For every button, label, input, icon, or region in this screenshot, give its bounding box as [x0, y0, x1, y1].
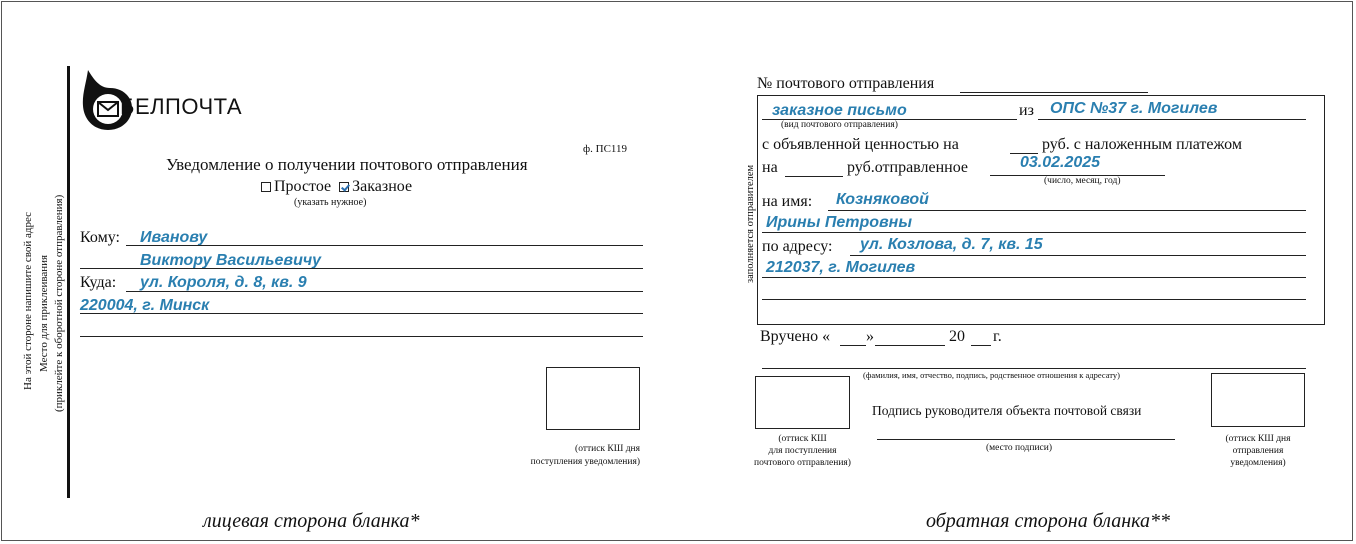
where-rule-2 — [80, 313, 643, 314]
to-rule-1 — [126, 245, 643, 246]
address-label: по адресу: — [762, 238, 833, 255]
name-line-2: Ирины Петровны — [766, 214, 912, 231]
name-label: на имя: — [762, 193, 813, 210]
address-rule-2 — [762, 277, 1306, 278]
address-rule-3 — [762, 299, 1306, 300]
front-side-note-1: На этой стороне напишите свой адрес — [22, 211, 34, 390]
form-code: ф. ПС119 — [583, 143, 627, 155]
cod-na-label: на — [762, 159, 778, 176]
recipient-signature-rule — [762, 368, 1306, 369]
front-side-note-3: (приклейте к оборотной стороне отправления) — [53, 194, 65, 412]
where-line-1: ул. Короля, д. 8, кв. 9 — [140, 274, 307, 291]
front-fold-bar — [67, 66, 70, 498]
simple-label: Простое — [274, 178, 332, 195]
where-label: Куда: — [80, 274, 117, 291]
recipient-hint: (фамилия, имя, отчество, подпись, родственное отношения к адресату) — [863, 370, 1120, 380]
back-stamp-right-caption-1: (оттиск КШ дня — [1225, 434, 1291, 444]
from-rule — [1038, 119, 1306, 120]
address-line-1: ул. Козлова, д. 7, кв. 15 — [860, 236, 1043, 253]
from-value: ОПС №37 г. Могилев — [1050, 100, 1218, 117]
signature-label: Подпись руководителя объекта почтовой связи — [872, 403, 1142, 418]
sent-date: 03.02.2025 — [1020, 154, 1101, 171]
item-type-value: заказное письмо — [772, 102, 907, 119]
cod-amount-rule — [785, 176, 843, 177]
back-stamp-right-caption-3: уведомления) — [1230, 458, 1286, 468]
notice-title: Уведомление о получении почтового отправления — [166, 155, 528, 174]
belpochta-logo — [80, 68, 270, 134]
front-stamp-caption-1: (оттиск КШ дня — [575, 444, 640, 454]
front-caption: лицевая сторона бланка* — [203, 510, 420, 532]
name-line-1: Козняковой — [836, 191, 929, 208]
notice-type-options — [261, 178, 412, 196]
declared-value-text: с объявленной ценностью на — [762, 136, 959, 153]
where-line-2: 220004, г. Минск — [80, 297, 210, 314]
sender-side-note: заполняется отправителем — [745, 164, 756, 283]
where-rule-1 — [126, 291, 643, 292]
cod-text: руб. с наложенным платежом — [1042, 136, 1242, 153]
front-stamp-box — [546, 367, 640, 430]
name-rule-2 — [762, 232, 1306, 233]
delivered-day-rule — [840, 345, 866, 346]
delivered-year-prefix: 20 — [949, 328, 965, 345]
signature-rule — [877, 439, 1175, 440]
delivered-year-suffix: г. — [993, 328, 1002, 345]
option-hint: (указать нужное) — [294, 197, 367, 208]
front-stamp-caption-2: поступления уведомления) — [530, 457, 640, 467]
where-rule-3 — [80, 336, 643, 337]
front-stamp-caption — [490, 443, 640, 469]
to-line-1: Иванову — [140, 229, 208, 246]
delivered-year-rule — [971, 345, 991, 346]
to-rule-2 — [80, 268, 643, 269]
simple-checkbox[interactable] — [261, 182, 271, 192]
to-label: Кому: — [80, 229, 120, 246]
delivered-quote-close: » — [866, 328, 874, 345]
postal-number-label: № почтового отправления — [757, 75, 935, 92]
date-hint: (число, месяц, год) — [1044, 176, 1121, 186]
back-stamp-left-caption-1: (оттиск КШ — [778, 434, 827, 444]
back-stamp-left-caption-2: для поступления — [768, 446, 837, 456]
postal-number-rule — [960, 92, 1148, 93]
address-line-2: 212037, г. Могилев — [766, 259, 916, 276]
name-rule-1 — [828, 210, 1306, 211]
back-caption: обратная сторона бланка** — [926, 510, 1171, 532]
item-type-hint: (вид почтового отправления) — [781, 120, 898, 130]
registered-label: Заказное — [352, 178, 413, 195]
back-stamp-right-caption-2: отправления — [1232, 446, 1284, 456]
to-line-2: Виктору Васильевичу — [140, 252, 322, 269]
back-stamp-right-box — [1211, 373, 1305, 427]
back-stamp-right-caption — [1200, 433, 1316, 469]
delivered-month-rule — [875, 345, 945, 346]
address-rule-1 — [850, 255, 1306, 256]
registered-checkbox[interactable] — [339, 182, 349, 192]
delivered-label: Вручено « — [760, 328, 831, 345]
rub-sent-text: руб.отправленное — [847, 159, 969, 176]
front-side-note-2: Место для приклеивания — [38, 254, 50, 372]
brand-name: БЕЛПОЧТА — [120, 94, 243, 119]
back-stamp-left-caption — [740, 433, 865, 469]
back-stamp-left-caption-3: почтового отправления) — [754, 458, 851, 468]
signature-place-hint: (место подписи) — [986, 443, 1053, 453]
back-stamp-left-box — [755, 376, 850, 429]
from-label: из — [1019, 102, 1034, 119]
